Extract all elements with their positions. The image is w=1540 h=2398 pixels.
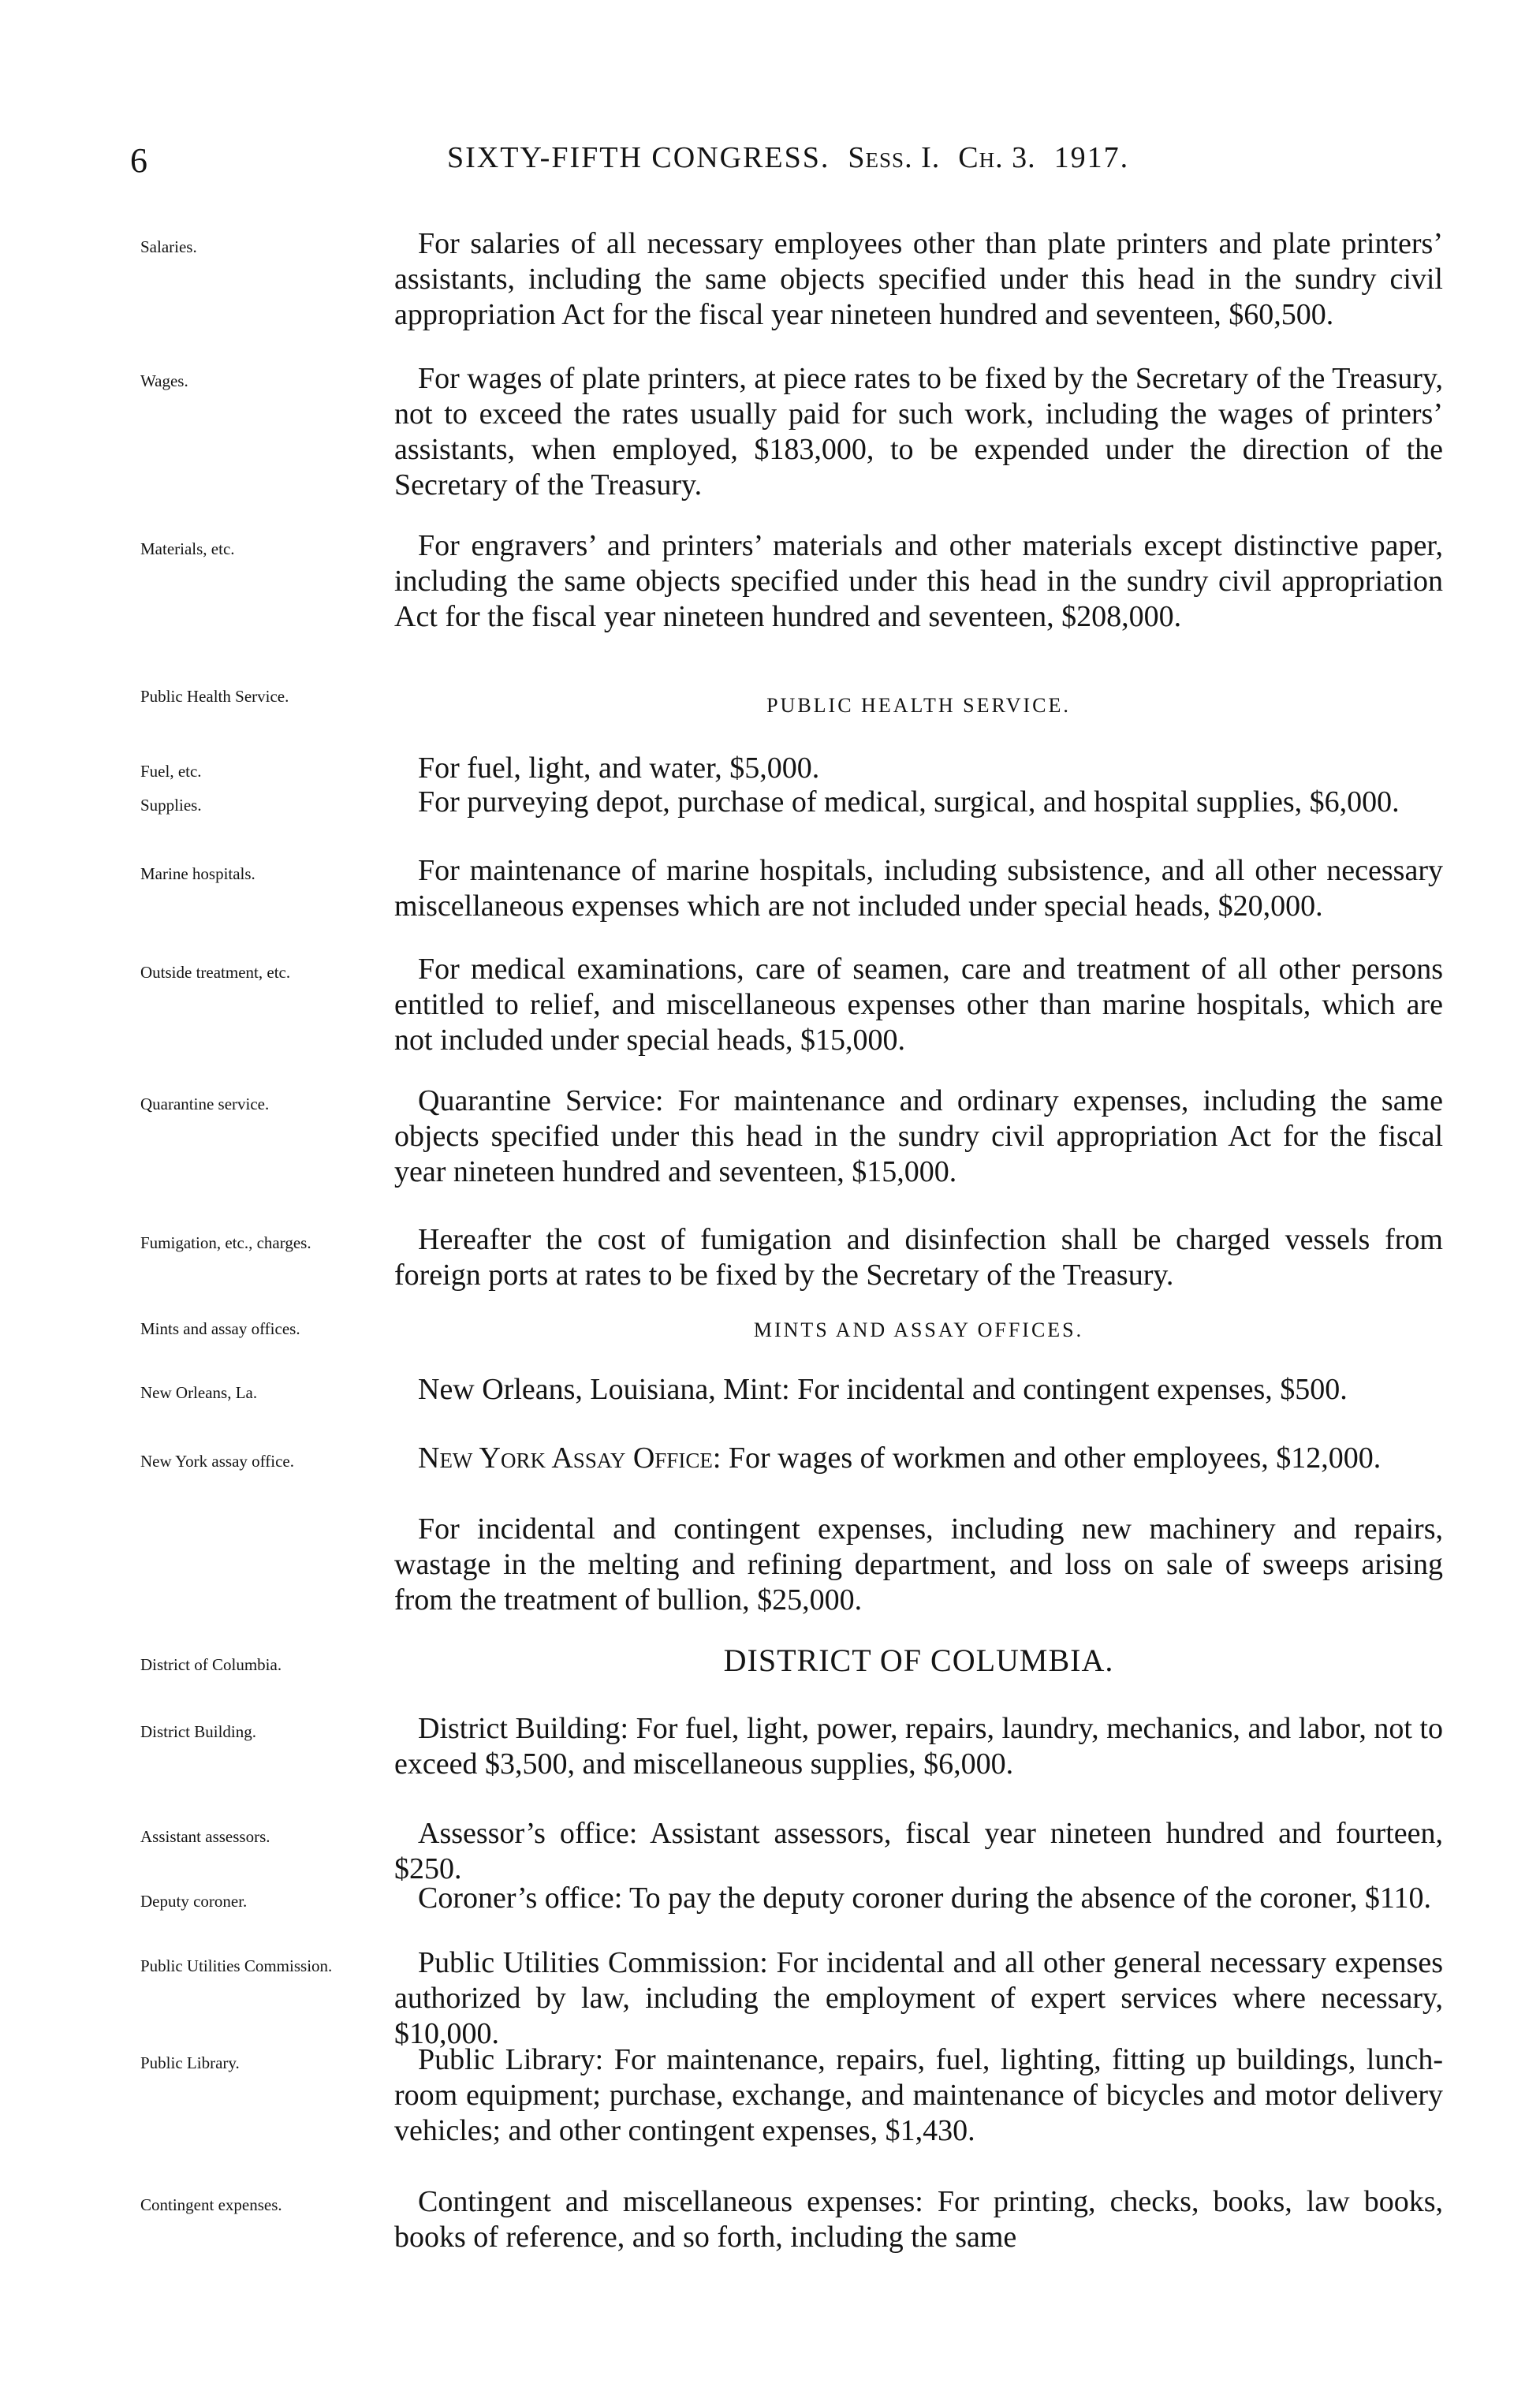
page-header — [130, 140, 1463, 188]
margin-note-mints: Mints and assay offices. — [140, 1319, 300, 1338]
margin-note-materials: Materials, etc. — [140, 539, 235, 558]
margin-note-marine-hospitals: Marine hospitals. — [140, 864, 255, 883]
paragraph-assessors: Assessor’s office: Assistant assessors, fiscal year nineteen hundred and fourteen, $250. — [394, 1817, 1443, 1885]
paragraph-new-orleans: New Orleans, Louisiana, Mint: For incidental and contingent expenses, $500. — [418, 1373, 1348, 1406]
paragraph-outside-treatment: For medical examinations, care of seamen, care and treatment of all other persons entitled to relief, and miscellaneous expenses other than marine hospitals, which are not included under special heads, $15,000. — [394, 953, 1443, 1057]
paragraph-contingent: Contingent and miscellaneous expenses: For printing, checks, books, law books, books of reference, and so forth, including the same — [394, 2185, 1443, 2254]
margin-note-salaries: Salaries. — [140, 237, 197, 256]
new-york-rest: : For wages of workmen and other employees, $12,000. — [712, 1441, 1382, 1475]
heading-mints: MINTS AND ASSAY OFFICES. — [753, 1318, 1084, 1341]
margin-note-outside-treatment: Outside treatment, etc. — [140, 963, 291, 982]
heading-public-health: PUBLIC HEALTH SERVICE. — [766, 694, 1071, 717]
margin-note-fumigation: Fumigation, etc., charges. — [140, 1233, 311, 1252]
running-head-title: SIXTY-FIFTH CONGRESS. — [447, 141, 830, 174]
margin-note-new-york: New York assay office. — [140, 1452, 294, 1471]
paragraph-coroner: Coroner’s office: To pay the deputy coroner during the absence of the coroner, $110. — [418, 1881, 1431, 1915]
paragraph-library: Public Library: For maintenance, repairs, fuel, lighting, fitting up buildings, lunch-room equipment; purchase, exchange, and maintenance of bicycles and motor delivery vehicles; and other contingent expenses, $1,430. — [394, 2043, 1443, 2147]
margin-note-quarantine: Quarantine service. — [140, 1095, 270, 1113]
margin-note-wages: Wages. — [140, 371, 188, 390]
paragraph-fuel: For fuel, light, and water, $5,000. — [418, 751, 820, 785]
margin-note-deputy-coroner: Deputy coroner. — [140, 1892, 248, 1911]
paragraph-salaries: For salaries of all necessary employees other than plate printers and plate printers’ assistants, including the same objects specified under this head in the sundry civil appropriation Act for the fiscal year nineteen hundred and seventeen, $60,500. — [394, 227, 1443, 331]
margin-note-district: District of Columbia. — [140, 1655, 282, 1674]
page-number: 6 — [130, 141, 147, 180]
margin-note-public-health: Public Health Service. — [140, 687, 289, 706]
margin-note-new-orleans: New Orleans, La. — [140, 1383, 258, 1402]
running-head-session: Sess. I. — [848, 141, 941, 174]
paragraph-supplies: For purveying depot, purchase of medical, surgical, and hospital supplies, $6,000. — [418, 785, 1400, 819]
margin-note-assistant-assessors: Assistant assessors. — [140, 1827, 270, 1846]
paragraph-fumigation: Hereafter the cost of fumigation and disinfection shall be charged vessels from foreign ports at rates to be fixed by the Secretary of the Treasury. — [394, 1223, 1443, 1292]
paragraph-wages: For wages of plate printers, at piece rates to be fixed by the Secretary of the Treasury, not to exceed the rates usually paid for such work, including the wages of printers’ assistants, when employed, $183,000, to be expended under the direction of the Secretary of the Treasury. — [394, 362, 1443, 502]
paragraph-quarantine: Quarantine Service: For maintenance and ordinary expenses, including the same objects specified under this head in the sundry civil appropriation Act for the fiscal year nineteen hundred and seventeen, $15,000. — [394, 1084, 1443, 1188]
margin-note-public-library: Public Library. — [140, 2053, 240, 2072]
new-york-lead: New York Assay Office — [418, 1441, 713, 1475]
margin-note-supplies: Supplies. — [140, 796, 202, 815]
paragraph-marine-hospitals: For maintenance of marine hospitals, including subsistence, and all other necessary miscellaneous expenses which are not included under special heads, $20,000. — [394, 854, 1443, 923]
margin-note-contingent: Contingent expenses. — [140, 2195, 282, 2214]
running-head-chapter: Ch. 3. — [958, 141, 1036, 174]
running-head-year: 1917. — [1053, 141, 1130, 174]
paragraph-utilities: Public Utilities Commission: For incidental and all other general necessary expenses authorized by law, including the employment of expert services where necessary, $10,000. — [394, 1946, 1443, 2050]
paragraph-new-york — [394, 1441, 1443, 1476]
running-head — [447, 140, 1129, 175]
margin-note-district-building: District Building. — [140, 1722, 256, 1741]
margin-note-public-utilities: Public Utilities Commission. — [140, 1956, 333, 1975]
margin-note-fuel: Fuel, etc. — [140, 762, 202, 781]
paragraph-new-york-incidental: For incidental and contingent expenses, including new machinery and repairs, wastage in the melting and refining department, and loss on sale of sweeps arising from the treatment of bullion, $25,000. — [394, 1512, 1443, 1617]
heading-district: DISTRICT OF COLUMBIA. — [723, 1643, 1114, 1678]
paragraph-district-building: District Building: For fuel, light, power, repairs, laundry, mechanics, and labor, not to exceed $3,500, and miscellaneous supplies, $6,000. — [394, 1712, 1443, 1781]
paragraph-materials: For engravers’ and printers’ materials and other materials except distinctive paper, including the same objects specified under this head in the sundry civil appropriation Act for the fiscal year nineteen hundred and seventeen, $208,000. — [394, 529, 1443, 633]
